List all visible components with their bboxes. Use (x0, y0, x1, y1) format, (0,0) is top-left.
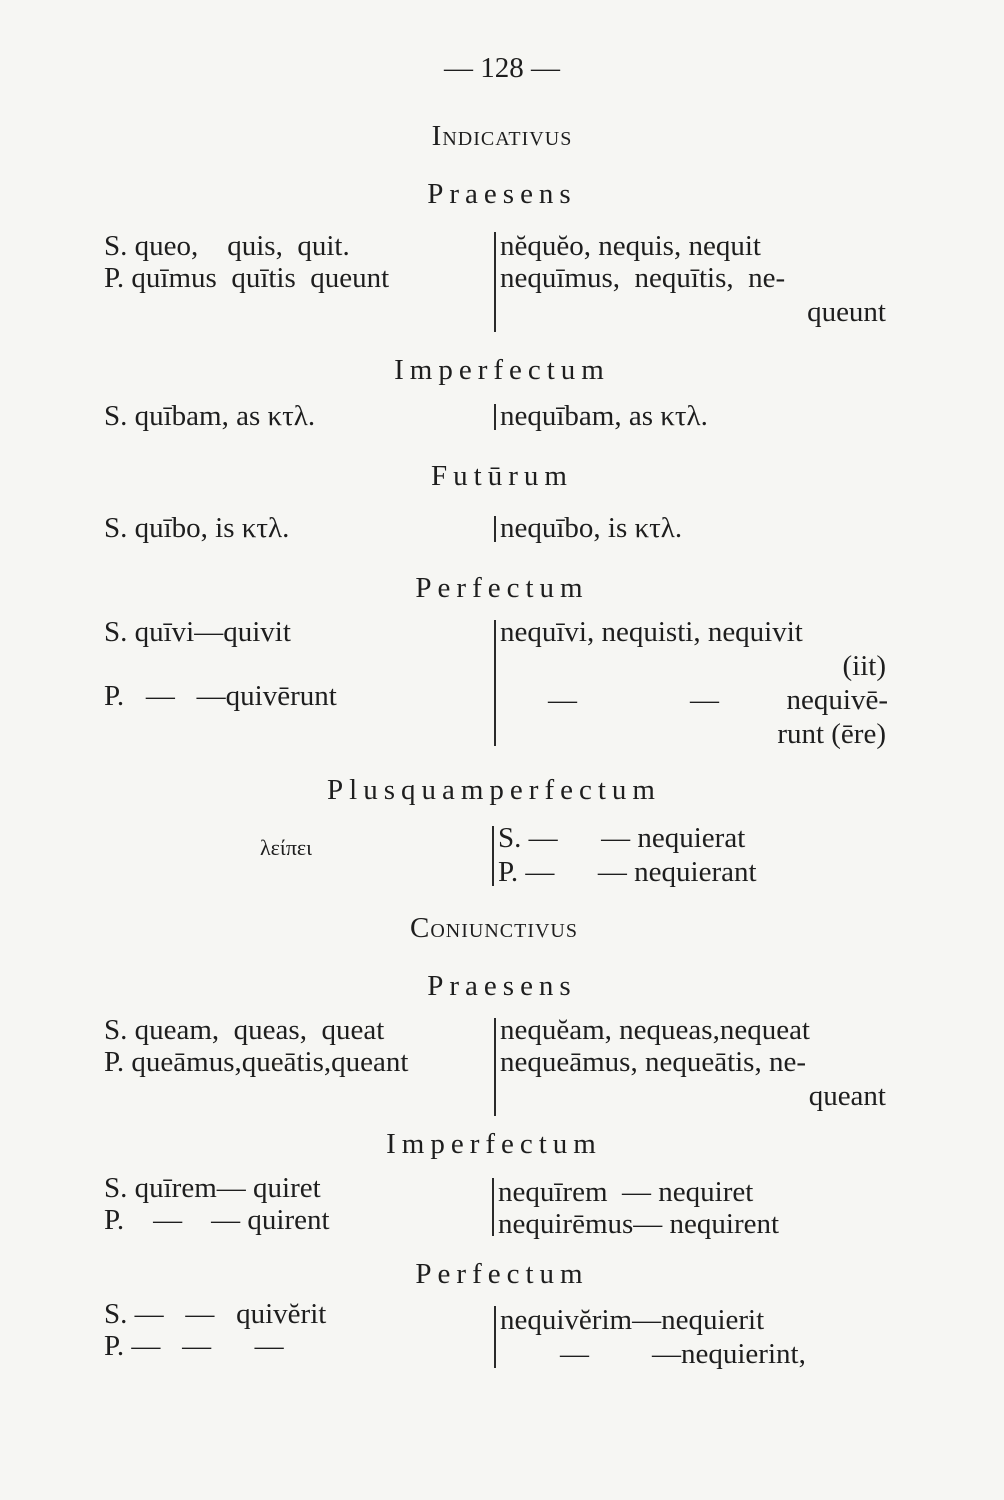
coni-praesens-left-singular: S. queam, queas, queat (104, 1014, 385, 1046)
ind-praesens-right-2: nequīmus, nequītis, ne- (500, 262, 786, 294)
ind-futurum-divider (494, 516, 496, 542)
ind-perfectum-right-4: runt (ēre) (777, 718, 886, 750)
coni-imperfectum-heading: Imperfectum (386, 1128, 602, 1160)
indicativus-praesens-heading: Praesens (427, 178, 577, 210)
ind-perfectum-right-3c: nequivē- (786, 684, 888, 716)
indicativus-heading: Indicativus (431, 120, 573, 152)
ind-plusquamperfectum-divider (492, 826, 494, 886)
coni-perfectum-left-plural: P. — — — (104, 1330, 284, 1362)
ind-praesens-right-1: nĕquĕo, nequis, nequit (500, 230, 761, 262)
ind-perfectum-right-2: (iit) (842, 650, 886, 682)
coni-praesens-right-1: nequĕam, nequeas,nequeat (500, 1014, 810, 1046)
ind-praesens-right-3: queunt (807, 296, 886, 328)
coni-perfectum-heading: Perfectum (415, 1258, 589, 1290)
ind-praesens-left-plural: P. quīmus quītis queunt (104, 262, 390, 294)
ind-plusquamperfectum-heading: Plusquamperfectum (327, 774, 661, 806)
ind-perfectum-right-3b: — (690, 684, 719, 716)
coni-perfectum-right-1: nequivĕrim—nequierit (500, 1304, 765, 1336)
coni-praesens-left-plural: P. queāmus,queātis,queant (104, 1046, 409, 1078)
ind-perfectum-right-3a: — (548, 684, 577, 716)
ind-imperfectum-divider (494, 404, 496, 430)
coni-imperfectum-left-singular: S. quīrem— quiret (104, 1172, 321, 1204)
coni-imperfectum-divider (492, 1178, 494, 1236)
ind-perfectum-divider (494, 620, 496, 746)
coni-imperfectum-left-plural: P. — — quirent (104, 1204, 330, 1236)
coni-perfectum-left-singular: S. — — quivĕrit (104, 1298, 327, 1330)
ind-futurum-heading: Futūrum (431, 460, 573, 492)
ind-perfectum-heading: Perfectum (415, 572, 589, 604)
ind-imperfectum-heading: Imperfectum (394, 354, 610, 386)
ind-praesens-left-singular: S. queo, quis, quit. (104, 230, 350, 262)
coni-perfectum-right-2a: — (560, 1338, 589, 1370)
coni-praesens-divider (494, 1018, 496, 1116)
coniunctivus-heading: Coniunctivus (409, 912, 578, 944)
ind-imperfectum-left: S. quībam, as κτλ. (104, 400, 316, 432)
coni-imperfectum-right-1: nequīrem — nequiret (498, 1176, 754, 1208)
ind-perfectum-right-1: nequīvi, nequisti, nequivit (500, 616, 803, 648)
page-number: — 128 — (444, 52, 560, 84)
ind-perfectum-left-plural: P. — —quivērunt (104, 680, 337, 712)
coni-praesens-right-3: queant (808, 1080, 886, 1112)
ind-futurum-right: nequībo, is κτλ. (500, 512, 683, 544)
ind-plusquamperfectum-left: λείπει (260, 835, 313, 860)
ind-plusquamperfectum-right-plural: P. — — nequierant (498, 856, 757, 888)
coni-praesens-heading: Praesens (427, 970, 577, 1002)
ind-futurum-left: S. quībo, is κτλ. (104, 512, 290, 544)
ind-plusquamperfectum-right-singular: S. — — nequierat (498, 822, 746, 854)
coni-perfectum-divider (494, 1306, 496, 1368)
ind-praesens-divider (494, 232, 496, 332)
ind-perfectum-left-singular: S. quīvi—quivit (104, 616, 291, 648)
coni-perfectum-right-2b: —nequierint, (652, 1338, 806, 1370)
coni-praesens-right-2: nequeāmus, nequeātis, ne- (500, 1046, 807, 1078)
ind-imperfectum-right: nequībam, as κτλ. (500, 400, 708, 432)
coni-imperfectum-right-2: nequirēmus— nequirent (498, 1208, 780, 1240)
